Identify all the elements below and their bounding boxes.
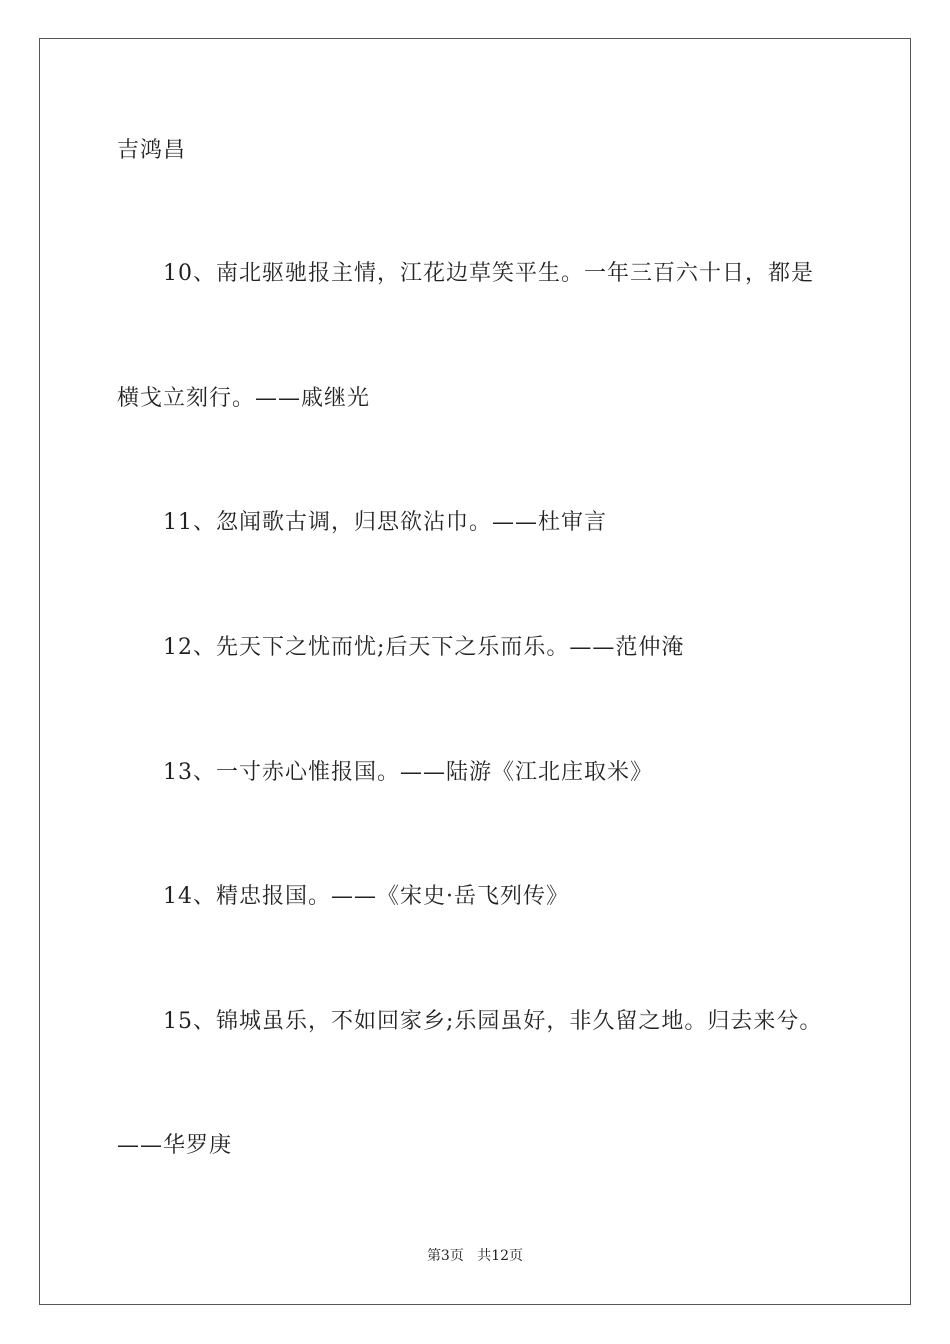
text-line: 12、先天下之忧而忧;后天下之乐而乐。——范仲淹 — [163, 635, 685, 660]
text-line: 14、精忠报国。——《宋史·岳飞列传》 — [163, 884, 569, 909]
text-line: 10、南北驱驰报主情，江花边草笑平生。一年三百六十日，都是 — [163, 261, 814, 286]
page-footer — [0, 1246, 950, 1266]
text-line: 横戈立刻行。——戚继光 — [117, 386, 371, 411]
text-line: 15、锦城虽乐，不如回家乡;乐园虽好，非久留之地。归去来兮。 — [163, 1009, 823, 1034]
page-number: 第3页 — [426, 1248, 464, 1264]
text-line: 吉鸿昌 — [117, 138, 187, 163]
text-line: 11、忽闻歌古调，归思欲沾巾。——杜审言 — [163, 510, 607, 535]
text-line: ——华罗庚 — [117, 1133, 233, 1158]
page-border — [39, 38, 911, 1305]
text-line: 13、一寸赤心惟报国。——陆游《江北庄取米》 — [163, 760, 653, 785]
page-total: 共12页 — [477, 1248, 524, 1264]
